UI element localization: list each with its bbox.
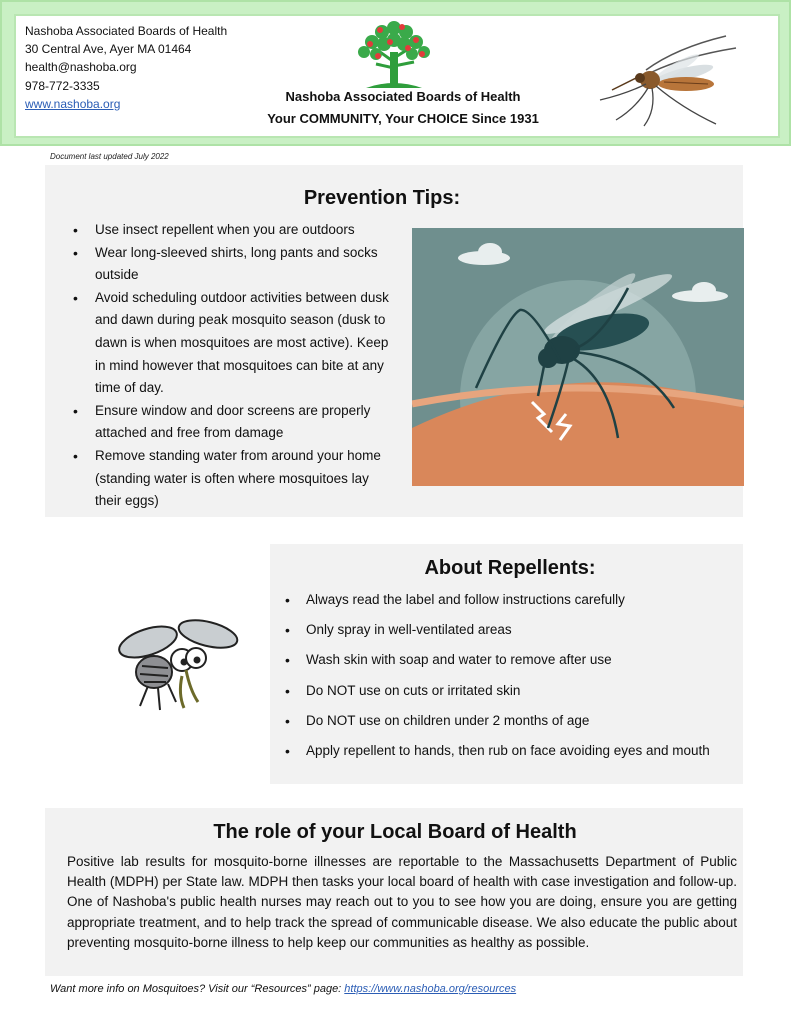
prevention-title: Prevention Tips: [303, 187, 461, 209]
list-item: • Use insect repellent when you are outdoors [71, 219, 389, 242]
repellents-list [282, 590, 742, 771]
cartoon-mosquito-icon [112, 610, 247, 715]
list-item: • Remove standing water from around your home (standing water is often where mosquitoes lay their eggs) [71, 445, 389, 513]
repellents-title: About Repellents: [424, 557, 596, 579]
prevention-panel [45, 165, 743, 517]
list-item: • Wear long-sleeved shirts, long pants and socks outside [71, 242, 389, 287]
mosquito-biting-skin-illustration [412, 228, 744, 486]
contact-phone: 978-772-3335 [25, 78, 100, 93]
repellents-panel [270, 544, 743, 784]
list-item: • Always read the label and follow instructions carefully [282, 590, 742, 620]
footer [50, 983, 516, 995]
list-item: • Wash skin with soap and water to remove after use [282, 650, 742, 680]
mosquito-illustration [586, 28, 746, 128]
org-name: Nashoba Associated Boards of Health [285, 89, 521, 104]
role-paragraph: Positive lab results for mosquito-borne illnesses are reportable to the Massachusetts Department of Public Health (MDPH) per State law. MDPH then tasks your local board of health with case investigation and follow-up. One of Nashoba's public health nurses may reach out to you to see how you are doing, ensure you are getting appropriate treatment, and to help track the spread of communicable disease. We also educate the public about preventing mosquito-borne illness to help keep our communities as healthy as possible. [67, 854, 737, 950]
website-link[interactable]: www.nashoba.org [25, 96, 121, 111]
list-item: • Ensure window and door screens are properly attached and free from damage [71, 400, 389, 445]
role-panel [45, 808, 743, 976]
resources-link[interactable]: https://www.nashoba.org/resources [344, 983, 517, 995]
contact-address: 30 Central Ave, Ayer MA 01464 [25, 42, 192, 57]
header-banner [0, 0, 791, 146]
last-updated: Document last updated July 2022 [50, 152, 169, 161]
prevention-list [71, 219, 389, 513]
role-title: The role of your Local Board of Health [213, 821, 577, 843]
footer-text: Want more info on Mosquitoes? Visit our “Resources” page: [50, 983, 345, 995]
header-box [14, 14, 780, 138]
org-tagline: Your COMMUNITY, Your CHOICE Since 1931 [267, 111, 539, 126]
contact-name: Nashoba Associated Boards of Health [25, 24, 228, 38]
contact-email: health@nashoba.org [25, 60, 137, 75]
list-item: • Do NOT use on children under 2 months of age [282, 711, 742, 741]
list-item: • Do NOT use on cuts or irritated skin [282, 681, 742, 711]
list-item: • Apply repellent to hands, then rub on face avoiding eyes and mouth [282, 741, 742, 771]
tree-logo-icon [352, 18, 436, 90]
list-item: • Only spray in well-ventilated areas [282, 620, 742, 650]
list-item: • Avoid scheduling outdoor activities between dusk and dawn during peak mosquito season (dusk to dawn is when mosquitoes are most active). Keep in mind however that mosquitoes can bite at any time of day. [71, 287, 389, 400]
